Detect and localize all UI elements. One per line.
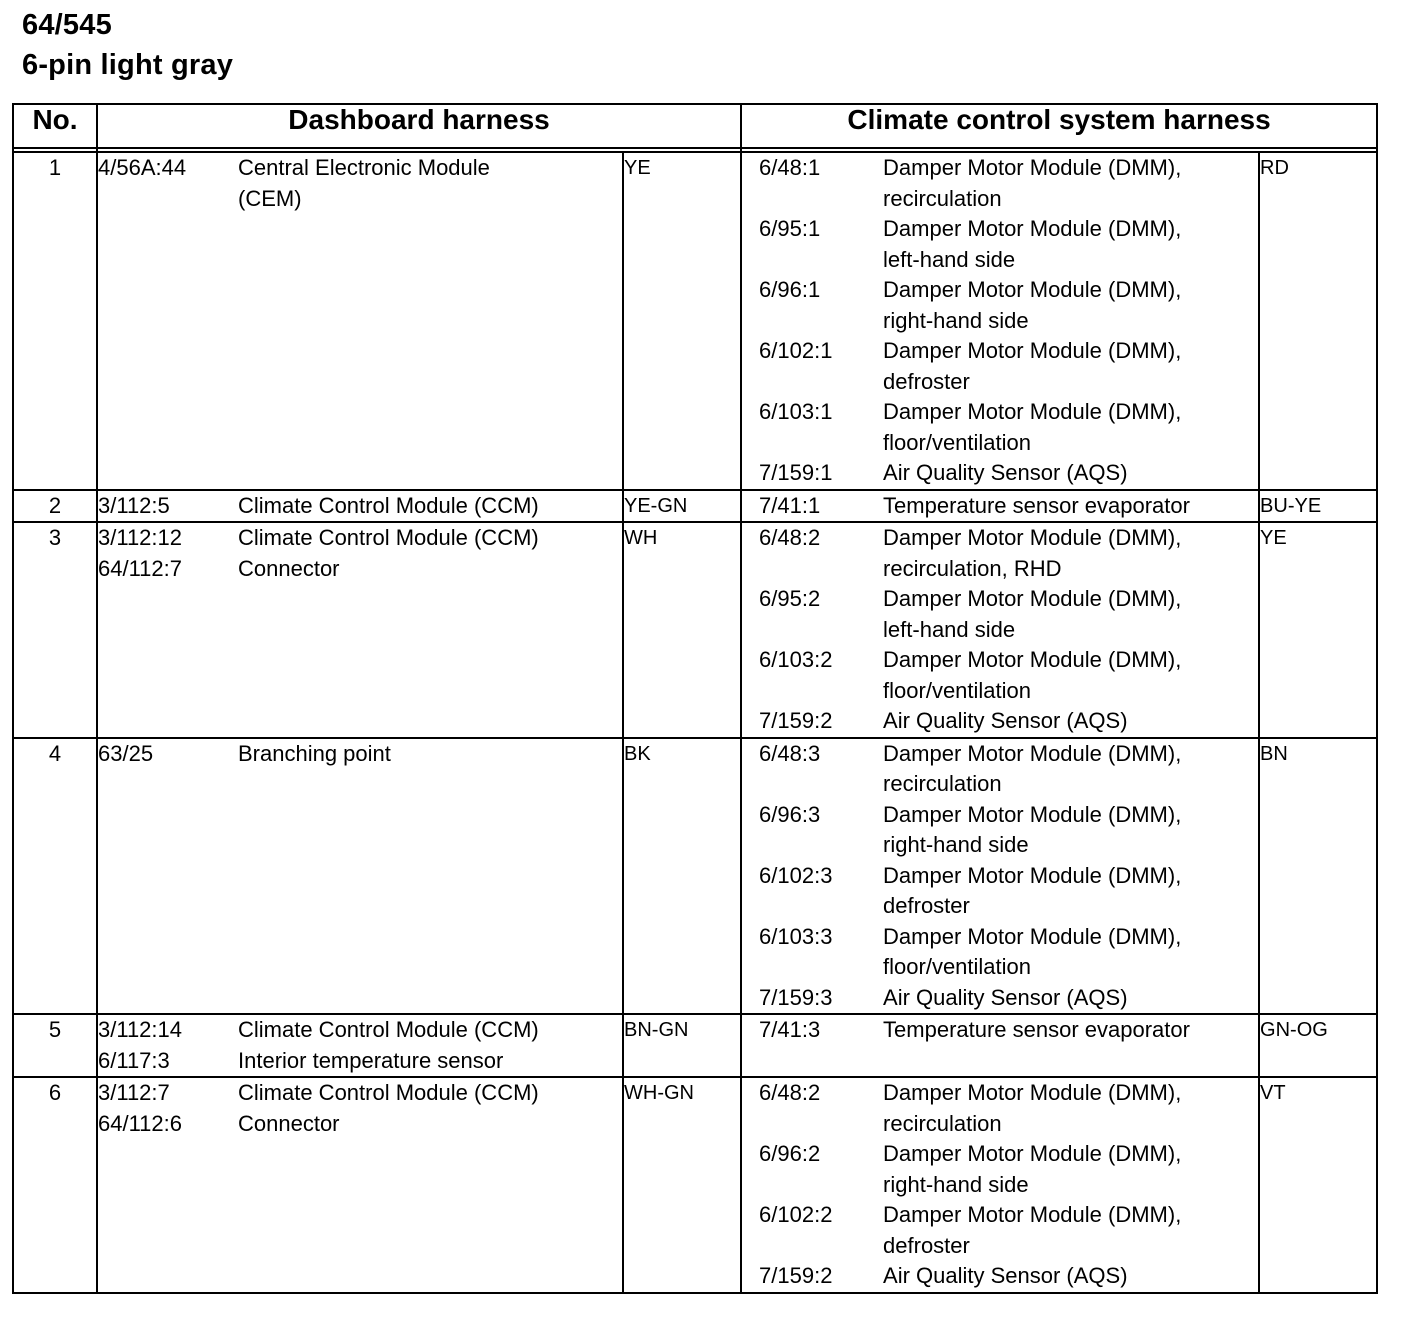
dashboard-codes — [97, 738, 238, 1015]
climate-description — [883, 523, 1258, 584]
climate-code: 6/95:2 — [759, 586, 821, 611]
climate-description-line: floor/ventilation — [883, 429, 1032, 455]
climate-connections — [741, 738, 1259, 1015]
climate-code: 7/159:3 — [759, 984, 833, 1010]
climate-description-line: defroster — [883, 1232, 970, 1258]
dashboard-codes — [97, 1014, 238, 1077]
climate-description — [883, 458, 1258, 489]
climate-description — [883, 1015, 1258, 1046]
dashboard-description: Interior temperature sensor — [238, 1047, 504, 1073]
climate-description — [883, 214, 1258, 275]
climate-description-line: floor/ventilation — [883, 954, 1032, 979]
table-row — [13, 1014, 1377, 1077]
climate-description-line: Air Quality Sensor (AQS) — [883, 984, 1128, 1010]
dashboard-descriptions — [238, 152, 623, 490]
dashboard-descriptions — [238, 490, 623, 523]
climate-description — [883, 800, 1258, 861]
climate-code: 6/103:2 — [759, 647, 833, 672]
dashboard-description: (CEM) — [238, 185, 302, 211]
climate-description-line: Damper Motor Module (DMM), — [883, 1141, 1182, 1166]
climate-description — [883, 397, 1258, 458]
climate-description — [883, 153, 1258, 214]
climate-description-line: Damper Motor Module (DMM), — [883, 155, 1182, 180]
dashboard-code: 3/112:7 — [98, 1080, 170, 1105]
row-number: 4 — [13, 738, 97, 1015]
climate-description-line: defroster — [883, 893, 970, 918]
climate-connection-list — [742, 523, 1258, 737]
connector-description: 6-pin light gray — [22, 49, 234, 81]
climate-description-line: right-hand side — [883, 307, 1029, 333]
climate-connection-list — [742, 1078, 1258, 1292]
dashboard-descriptions — [238, 1014, 623, 1077]
dashboard-wire-color: YE — [623, 152, 741, 490]
climate-code: 6/48:2 — [759, 525, 821, 550]
dashboard-code: 3/112:12 — [98, 525, 183, 550]
climate-connection-list — [742, 739, 1258, 1014]
row-number: 2 — [13, 490, 97, 523]
dashboard-code: 63/25 — [98, 740, 154, 766]
climate-description-line: Damper Motor Module (DMM), — [883, 862, 1182, 888]
climate-code: 6/102:3 — [759, 862, 833, 888]
climate-code: 6/48:1 — [759, 155, 821, 180]
climate-description-line: left-hand side — [883, 246, 1016, 272]
row-number: 5 — [13, 1014, 97, 1077]
dashboard-description: Climate Control Module (CCM) — [238, 1017, 539, 1042]
climate-wire-color: YE — [1259, 522, 1377, 738]
climate-description — [883, 1078, 1258, 1139]
climate-description-line: Air Quality Sensor (AQS) — [883, 1263, 1128, 1288]
climate-code: 7/159:2 — [759, 1263, 833, 1288]
climate-code: 7/159:1 — [759, 460, 833, 485]
row-number: 3 — [13, 522, 97, 738]
dashboard-description: Connector — [238, 555, 340, 581]
climate-code: 6/96:3 — [759, 801, 821, 827]
climate-description — [883, 861, 1258, 922]
climate-description-line: Damper Motor Module (DMM), — [883, 801, 1182, 827]
climate-connection-list — [742, 1015, 1258, 1046]
climate-code: 6/96:2 — [759, 1141, 821, 1166]
climate-wire-color: VT — [1259, 1077, 1377, 1293]
climate-description-line: recirculation — [883, 771, 1002, 796]
climate-description — [883, 739, 1258, 800]
climate-description-line: left-hand side — [883, 616, 1016, 642]
climate-code: 6/96:1 — [759, 277, 821, 302]
dashboard-description: Branching point — [238, 740, 391, 766]
header-no: No. — [13, 104, 97, 148]
row-number: 1 — [13, 152, 97, 490]
climate-connection-list — [742, 491, 1258, 522]
climate-description — [883, 1139, 1258, 1200]
dashboard-codes — [97, 522, 238, 738]
connector-id: 64/545 — [22, 9, 112, 41]
climate-description-line: Damper Motor Module (DMM), — [883, 338, 1182, 363]
climate-description — [883, 983, 1258, 1014]
dashboard-code: 3/112:5 — [98, 492, 170, 518]
climate-description-line: Damper Motor Module (DMM), — [883, 1080, 1182, 1105]
climate-code: 7/41:1 — [759, 492, 821, 518]
table-row — [13, 738, 1377, 1015]
climate-description — [883, 275, 1258, 336]
dashboard-description: Climate Control Module (CCM) — [238, 492, 539, 518]
climate-code: 7/41:3 — [759, 1017, 821, 1042]
dashboard-description: Central Electronic Module — [238, 155, 490, 180]
table-row — [13, 522, 1377, 738]
dashboard-wire-color: BK — [623, 738, 741, 1015]
climate-description-line: Damper Motor Module (DMM), — [883, 647, 1182, 672]
climate-wire-color: BN — [1259, 738, 1377, 1015]
dashboard-code: 6/117:3 — [98, 1047, 170, 1073]
climate-connections — [741, 1077, 1259, 1293]
climate-description — [883, 584, 1258, 645]
climate-description-line: Damper Motor Module (DMM), — [883, 740, 1182, 766]
climate-description-line: Temperature sensor evaporator — [883, 492, 1190, 518]
dashboard-wire-color: BN-GN — [623, 1014, 741, 1077]
climate-code: 7/159:2 — [759, 708, 833, 733]
climate-description — [883, 336, 1258, 397]
dashboard-code: 64/112:6 — [98, 1110, 183, 1136]
climate-description-line: recirculation — [883, 185, 1002, 211]
climate-connections — [741, 522, 1259, 738]
climate-wire-color: RD — [1259, 152, 1377, 490]
dashboard-codes — [97, 152, 238, 490]
climate-description — [883, 491, 1258, 522]
climate-wire-color: GN-OG — [1259, 1014, 1377, 1077]
climate-code: 6/103:3 — [759, 923, 833, 949]
climate-code: 6/48:3 — [759, 740, 821, 766]
climate-description-line: Damper Motor Module (DMM), — [883, 1202, 1182, 1227]
climate-description-line: Damper Motor Module (DMM), — [883, 586, 1182, 611]
climate-code: 6/48:2 — [759, 1080, 821, 1105]
climate-connections — [741, 152, 1259, 490]
climate-connections — [741, 490, 1259, 523]
dashboard-description: Connector — [238, 1110, 340, 1136]
climate-description-line: Temperature sensor evaporator — [883, 1017, 1190, 1042]
climate-code: 6/102:2 — [759, 1202, 833, 1227]
climate-description — [883, 1261, 1258, 1292]
dashboard-codes — [97, 490, 238, 523]
climate-description-line: right-hand side — [883, 1171, 1029, 1197]
climate-description-line: defroster — [883, 368, 970, 394]
climate-description-line: Damper Motor Module (DMM), — [883, 923, 1182, 949]
dashboard-wire-color: YE-GN — [623, 490, 741, 523]
table-row — [13, 152, 1377, 490]
climate-connections — [741, 1014, 1259, 1077]
dashboard-descriptions — [238, 1077, 623, 1293]
climate-description-line: Damper Motor Module (DMM), — [883, 399, 1182, 424]
climate-description-line: recirculation, RHD — [883, 555, 1062, 581]
climate-description — [883, 645, 1258, 706]
dashboard-wire-color: WH — [623, 522, 741, 738]
wiring-table — [12, 103, 1378, 1294]
header-row — [13, 104, 1377, 148]
climate-description-line: Air Quality Sensor (AQS) — [883, 460, 1128, 485]
climate-wire-color: BU-YE — [1259, 490, 1377, 523]
table-row — [13, 490, 1377, 523]
table-row — [13, 1077, 1377, 1293]
climate-description — [883, 1200, 1258, 1261]
spacer — [98, 184, 238, 215]
climate-description-line: Damper Motor Module (DMM), — [883, 525, 1182, 550]
dashboard-code: 4/56A:44 — [98, 155, 187, 180]
climate-code: 6/103:1 — [759, 399, 833, 424]
climate-description-line: Damper Motor Module (DMM), — [883, 216, 1182, 241]
climate-description-line: floor/ventilation — [883, 677, 1032, 703]
dashboard-descriptions — [238, 522, 623, 738]
dashboard-code: 64/112:7 — [98, 555, 183, 581]
climate-connection-list — [742, 153, 1258, 489]
climate-code: 6/102:1 — [759, 338, 833, 363]
dashboard-description: Climate Control Module (CCM) — [238, 525, 539, 550]
climate-description-line: right-hand side — [883, 832, 1029, 857]
dashboard-wire-color: WH-GN — [623, 1077, 741, 1293]
row-number: 6 — [13, 1077, 97, 1293]
climate-description-line: Damper Motor Module (DMM), — [883, 277, 1182, 302]
climate-description — [883, 706, 1258, 737]
header-dashboard-harness: Dashboard harness — [97, 104, 741, 148]
dashboard-description: Climate Control Module (CCM) — [238, 1080, 539, 1105]
dashboard-codes — [97, 1077, 238, 1293]
climate-code: 6/95:1 — [759, 216, 821, 241]
header-climate-harness: Climate control system harness — [741, 104, 1377, 148]
dashboard-code: 3/112:14 — [98, 1017, 183, 1042]
climate-description-line: Air Quality Sensor (AQS) — [883, 708, 1128, 733]
dashboard-descriptions — [238, 738, 623, 1015]
climate-description-line: recirculation — [883, 1110, 1002, 1136]
climate-description — [883, 922, 1258, 983]
table-body — [13, 152, 1377, 1293]
